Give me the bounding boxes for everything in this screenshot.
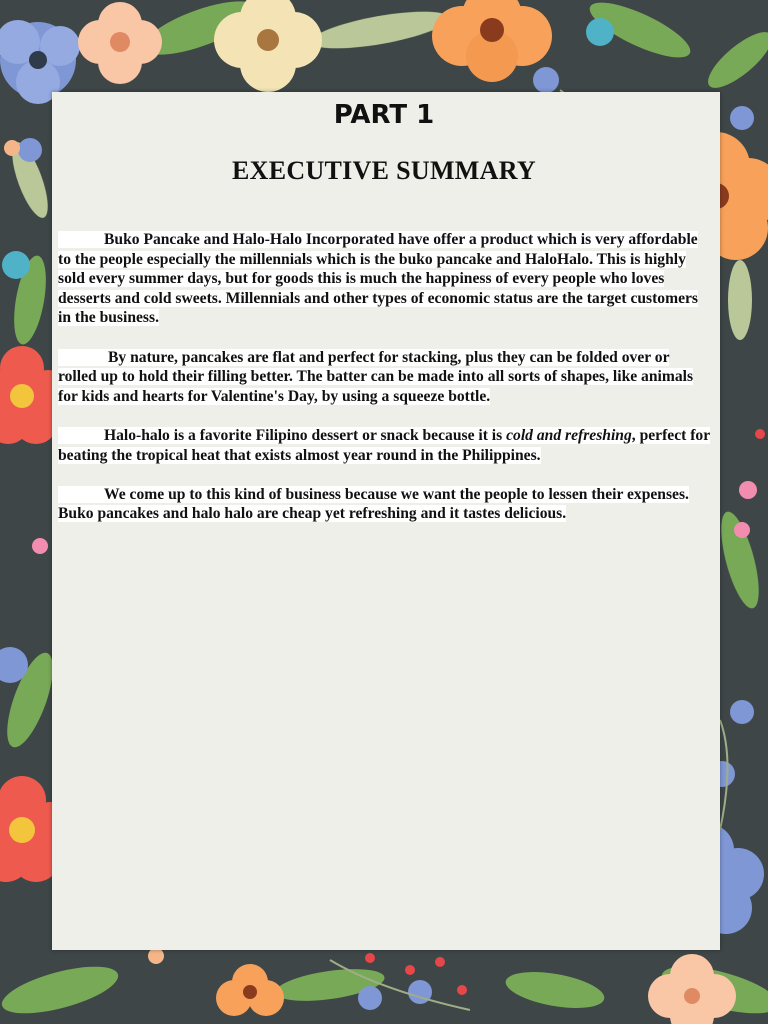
paragraph-3-end: , perfect for beating the tropical heat that exists almost year round in the Philippines.	[58, 426, 710, 464]
part-heading: PART 1	[333, 100, 435, 130]
paragraph-3-emphasis: cold and refreshing	[506, 426, 632, 444]
section-heading: EXECUTIVE SUMMARY	[232, 156, 536, 185]
paragraph-2-text: By nature, pancakes are flat and perfect for stacking, plus they can be folded over or rolled up to hold their filling better. The batter can be made into all sorts of shapes, like animals for kids and hearts for Valentine's Day, by using a squeeze bottle.	[58, 348, 694, 405]
paragraph-1-text: Buko Pancake and Halo-Halo Incorporated have offer a product which is very affordable to the people especially the millennials which is the buko pancake and HaloHalo. This is highly sold every summer days, but for goods this is much the happiness of every people who loves desserts and cold sweets. Millennials and other types of economic status are the target customers in the business.	[58, 231, 698, 327]
paragraph-4-text: We come up to this kind of business because we want the people to lessen their expenses. Buko pancakes and halo halo are cheap yet refreshing and it tastes delicious.	[58, 485, 689, 523]
paragraph	[58, 426, 710, 465]
paragraph	[58, 485, 710, 524]
paragraph-3-text: Halo-halo is a favorite Filipino dessert or snack because it is	[104, 426, 507, 444]
paragraph	[58, 348, 710, 407]
paragraph	[58, 230, 710, 328]
summary-body	[58, 230, 710, 544]
